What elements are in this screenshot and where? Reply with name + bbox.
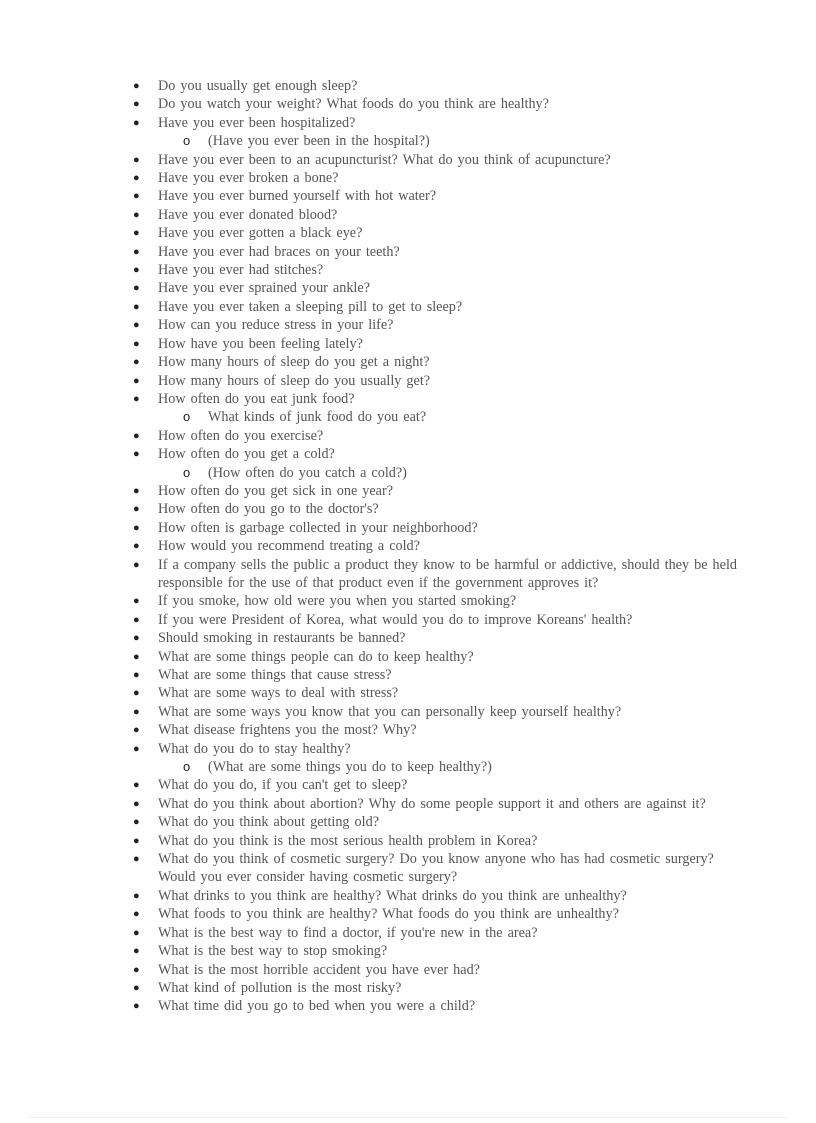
bullet-icon: ● [133, 374, 140, 387]
question-text: (Have you ever been in the hospital?) [208, 133, 430, 150]
sub-list-item [0, 132, 816, 150]
list-item [0, 298, 816, 316]
list-item [0, 629, 816, 647]
bullet-icon: ● [133, 853, 140, 866]
bullet-icon: ● [133, 153, 140, 166]
question-list [0, 77, 816, 1016]
question-text: Have you ever donated blood? [158, 206, 338, 223]
question-text: How many hours of sleep do you get a night? [158, 354, 430, 371]
hollow-bullet-icon: o [183, 133, 191, 149]
hollow-bullet-icon: o [183, 759, 191, 775]
bullet-icon: ● [133, 540, 140, 553]
bullet-icon: ● [133, 889, 140, 902]
question-text: What do you do, if you can't get to sleep? [158, 777, 408, 794]
question-text: What do you think is the most serious health problem in Korea? [158, 832, 538, 849]
question-text: What do you do to stay healthy? [158, 740, 351, 757]
bullet-icon: ● [133, 705, 140, 718]
list-item [0, 556, 816, 593]
list-item [0, 592, 816, 610]
sub-list-item [0, 758, 816, 776]
list-item [0, 77, 816, 95]
list-item [0, 372, 816, 390]
bullet-icon: ● [133, 521, 140, 534]
list-item [0, 850, 816, 887]
question-text: Do you watch your weight? What foods do you think are healthy? [158, 96, 549, 113]
question-text: (How often do you catch a cold?) [208, 464, 407, 481]
list-item [0, 187, 816, 205]
page-bottom-border [28, 1117, 788, 1118]
question-text: How often do you get sick in one year? [158, 482, 393, 499]
question-text: What do you think about getting old? [158, 814, 379, 831]
question-text: Have you ever gotten a black eye? [158, 225, 363, 242]
sub-list-item [0, 408, 816, 426]
list-item [0, 95, 816, 113]
list-item [0, 611, 816, 629]
question-text: Have you ever been to an acupuncturist? What do you think of acupuncture? [158, 151, 611, 168]
bullet-icon: ● [133, 484, 140, 497]
question-text: Have you ever broken a bone? [158, 170, 339, 187]
bullet-icon: ● [133, 945, 140, 958]
hollow-bullet-icon: o [183, 464, 191, 480]
list-item [0, 243, 816, 261]
list-item [0, 703, 816, 721]
bullet-icon: ● [133, 448, 140, 461]
question-text: What are some ways you know that you can personally keep yourself healthy? [158, 703, 622, 720]
list-item [0, 832, 816, 850]
question-text: What foods to you think are healthy? What foods do you think are unhealthy? [158, 906, 619, 923]
bullet-icon: ● [133, 963, 140, 976]
bullet-icon: ● [133, 337, 140, 350]
list-item [0, 390, 816, 408]
bullet-icon: ● [133, 834, 140, 847]
question-text: How often do you eat junk food? [158, 390, 355, 407]
question-text: What kind of pollution is the most risky? [158, 979, 402, 996]
question-text: What is the best way to stop smoking? [158, 943, 388, 960]
question-text: Should smoking in restaurants be banned? [158, 630, 406, 647]
bullet-icon: ● [133, 300, 140, 313]
list-item [0, 537, 816, 555]
question-text: What are some things people can do to keep healthy? [158, 648, 474, 665]
list-item [0, 776, 816, 794]
list-item [0, 445, 816, 463]
list-item [0, 795, 816, 813]
list-item [0, 942, 816, 960]
bullet-icon: ● [133, 392, 140, 405]
question-text: Have you ever taken a sleeping pill to get to sleep? [158, 298, 463, 315]
list-item [0, 961, 816, 979]
list-item [0, 648, 816, 666]
question-text: How often do you exercise? [158, 427, 324, 444]
question-text: What kinds of junk food do you eat? [208, 409, 427, 426]
question-text: If you were President of Korea, what would you do to improve Koreans' health? [158, 611, 633, 628]
question-text: Have you ever sprained your ankle? [158, 280, 370, 297]
question-text: How can you reduce stress in your life? [158, 317, 394, 334]
bullet-icon: ● [133, 172, 140, 185]
question-text: What time did you go to bed when you were a child? [158, 998, 476, 1015]
bullet-icon: ● [133, 595, 140, 608]
question-text: How often is garbage collected in your neighborhood? [158, 519, 478, 536]
list-item [0, 887, 816, 905]
bullet-icon: ● [133, 908, 140, 921]
list-item [0, 151, 816, 169]
bullet-icon: ● [133, 227, 140, 240]
question-text: What do you think about abortion? Why do some people support it and others are against it? [158, 795, 706, 812]
question-text: How often do you get a cold? [158, 446, 335, 463]
question-text: What is the most horrible accident you have ever had? [158, 961, 480, 978]
question-text: Have you ever had stitches? [158, 262, 324, 279]
bullet-icon: ● [133, 558, 140, 571]
list-item [0, 905, 816, 923]
question-text: What do you think of cosmetic surgery? Do you know anyone who has had cosmetic surgery? Would you ever consider having cosmetic surgery? [158, 851, 714, 886]
list-item [0, 206, 816, 224]
bullet-icon: ● [133, 797, 140, 810]
list-item [0, 427, 816, 445]
question-text: Have you ever burned yourself with hot water? [158, 188, 436, 205]
bullet-icon: ● [133, 116, 140, 129]
question-text: How would you recommend treating a cold? [158, 538, 420, 555]
list-item [0, 997, 816, 1015]
list-item [0, 924, 816, 942]
list-item [0, 666, 816, 684]
bullet-icon: ● [133, 429, 140, 442]
bullet-icon: ● [133, 742, 140, 755]
list-item [0, 261, 816, 279]
bullet-icon: ● [133, 650, 140, 663]
question-text: What drinks to you think are healthy? What drinks do you think are unhealthy? [158, 887, 627, 904]
question-text: What is the best way to find a doctor, if you're new in the area? [158, 924, 538, 941]
list-item [0, 224, 816, 242]
bullet-icon: ● [133, 190, 140, 203]
list-item [0, 684, 816, 702]
question-text: If you smoke, how old were you when you started smoking? [158, 593, 517, 610]
bullet-icon: ● [133, 816, 140, 829]
question-text: Have you ever been hospitalized? [158, 114, 356, 131]
list-item [0, 353, 816, 371]
list-item [0, 721, 816, 739]
list-item [0, 482, 816, 500]
bullet-icon: ● [133, 319, 140, 332]
list-item [0, 316, 816, 334]
bullet-icon: ● [133, 724, 140, 737]
bullet-icon: ● [133, 632, 140, 645]
list-item [0, 169, 816, 187]
bullet-icon: ● [133, 926, 140, 939]
bullet-icon: ● [133, 264, 140, 277]
question-text: How have you been feeling lately? [158, 335, 363, 352]
bullet-icon: ● [133, 687, 140, 700]
bullet-icon: ● [133, 208, 140, 221]
bullet-icon: ● [133, 613, 140, 626]
question-text: (What are some things you do to keep healthy?) [208, 759, 492, 776]
bullet-icon: ● [133, 669, 140, 681]
list-item [0, 979, 816, 997]
bullet-icon: ● [133, 80, 140, 92]
question-text: If a company sells the public a product they know to be harmful or addictive, should they be held responsible for the use of that product even if the government approves it? [158, 556, 737, 591]
question-text: How often do you go to the doctor's? [158, 501, 379, 518]
question-text: What are some ways to deal with stress? [158, 685, 399, 702]
bullet-icon: ● [133, 503, 140, 516]
question-text: What disease frightens you the most? Why? [158, 722, 417, 739]
question-text: Do you usually get enough sleep? [158, 78, 358, 94]
sub-list-item [0, 464, 816, 482]
bullet-icon: ● [133, 981, 140, 994]
list-item [0, 114, 816, 132]
list-item [0, 500, 816, 518]
bullet-icon: ● [133, 282, 140, 295]
list-item [0, 740, 816, 758]
hollow-bullet-icon: o [183, 409, 191, 425]
question-text: Have you ever had braces on your teeth? [158, 243, 400, 260]
bullet-icon: ● [133, 245, 140, 258]
list-item [0, 279, 816, 297]
list-item [0, 519, 816, 537]
list-item [0, 813, 816, 831]
bullet-icon: ● [133, 356, 140, 369]
list-item [0, 335, 816, 353]
bullet-icon: ● [133, 1000, 140, 1013]
bullet-icon: ● [133, 98, 140, 111]
question-text: What are some things that cause stress? [158, 667, 392, 683]
question-text: How many hours of sleep do you usually get? [158, 372, 431, 389]
bullet-icon: ● [133, 779, 140, 792]
